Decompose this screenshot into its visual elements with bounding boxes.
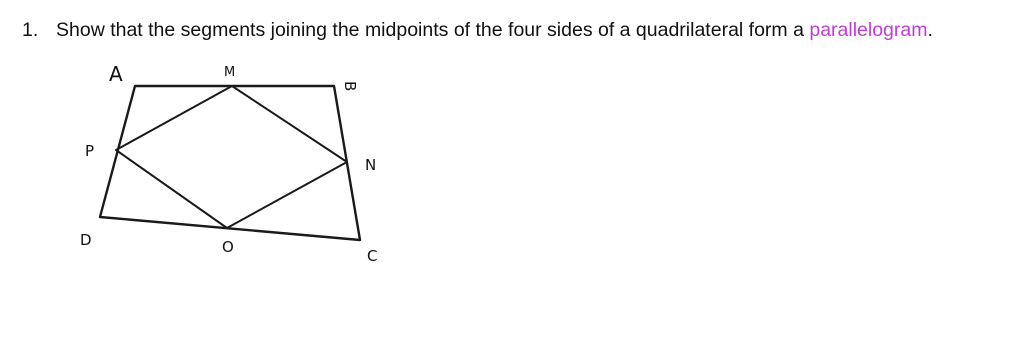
label-c: C bbox=[367, 247, 378, 265]
parallelogram-highlight: parallelogram bbox=[809, 19, 928, 41]
question-period: . bbox=[927, 19, 933, 41]
label-p: P bbox=[85, 142, 95, 160]
label-d: D bbox=[80, 231, 92, 249]
question-body: Show that the segments joining the midpoints of the four sides of a quadrilateral form a bbox=[56, 19, 810, 41]
label-b: B bbox=[341, 81, 359, 92]
question-number: 1. bbox=[22, 19, 39, 41]
quadrilateral-abcd bbox=[100, 86, 360, 240]
parallelogram-mnop bbox=[116, 86, 347, 228]
label-n: N bbox=[365, 156, 377, 174]
label-a: A bbox=[109, 62, 123, 86]
label-o: O bbox=[222, 238, 234, 256]
label-m: M bbox=[224, 65, 236, 80]
